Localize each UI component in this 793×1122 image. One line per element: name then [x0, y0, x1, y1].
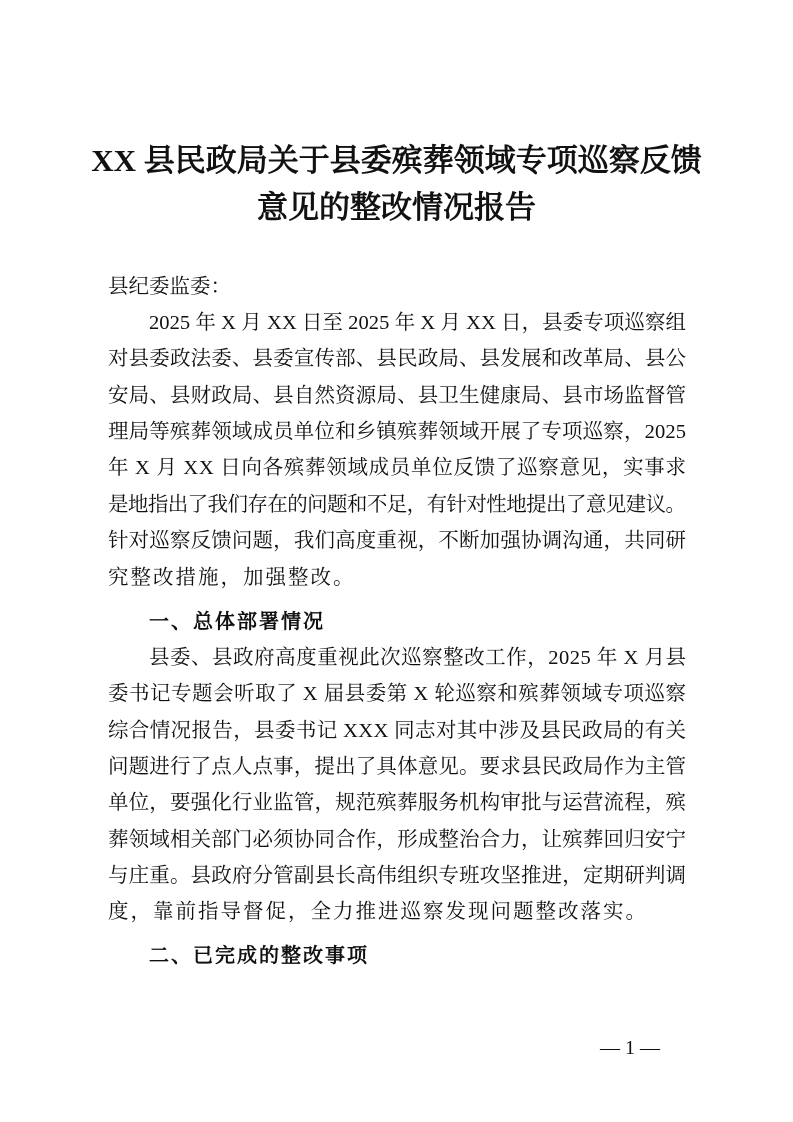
paragraph-line: 年 X 月 XX 日向各殡葬领域成员单位反馈了巡察意见，实事求: [108, 457, 687, 479]
paragraph-line: 问题进行了点人点事，提出了具体意见。要求县民政局作为主管: [108, 756, 687, 778]
paragraph-line: 究整改措施，加强整改。: [108, 567, 356, 589]
paragraph-line: 综合情况报告，县委书记 XXX 同志对其中涉及县民政局的有关: [108, 720, 687, 742]
salutation: 县纪委监委：: [108, 276, 231, 298]
paragraph-line: 理局等殡葬领域成员单位和乡镇殡葬领域开展了专项巡察，2025: [108, 421, 687, 443]
document-title-line-1: XX 县民政局关于县委殡葬领域专项巡察反馈: [91, 143, 702, 178]
document-title-line-2: 意见的整改情况报告: [257, 190, 536, 225]
section-heading-1: 一、总体部署情况: [149, 609, 325, 633]
paragraph-line: 葬领域相关部门必须协同合作，形成整治合力，让殡葬回归安宁: [108, 829, 687, 851]
paragraph-line: 安局、县财政局、县自然资源局、县卫生健康局、县市场监督管: [108, 385, 687, 407]
section-heading-2: 二、已完成的整改事项: [149, 943, 369, 967]
paragraph-line: 对县委政法委、县委宣传部、县民政局、县发展和改革局、县公: [108, 348, 687, 370]
paragraph-line: 2025 年 X 月 XX 日至 2025 年 X 月 XX 日，县委专项巡察组: [149, 312, 687, 334]
paragraph-line: 与庄重。县政府分管副县长高伟组织专班攻坚推进，定期研判调: [108, 865, 687, 887]
paragraph-line: 县委、县政府高度重视此次巡察整改工作，2025 年 X 月县: [149, 647, 687, 669]
paragraph-line: 是地指出了我们存在的问题和不足，有针对性地提出了意见建议。: [108, 494, 686, 516]
paragraph-line: 委书记专题会听取了 X 届县委第 X 轮巡察和殡葬领域专项巡察: [108, 683, 687, 705]
paragraph-line: 度，靠前指导督促，全力推进巡察发现问题整改落实。: [108, 901, 648, 923]
page-number: — 1 —: [600, 1037, 660, 1059]
paragraph-line: 针对巡察反馈问题，我们高度重视，不断加强协调沟通，共同研: [108, 530, 687, 552]
paragraph-line: 单位，要强化行业监管，规范殡葬服务机构审批与运营流程，殡: [108, 792, 687, 814]
